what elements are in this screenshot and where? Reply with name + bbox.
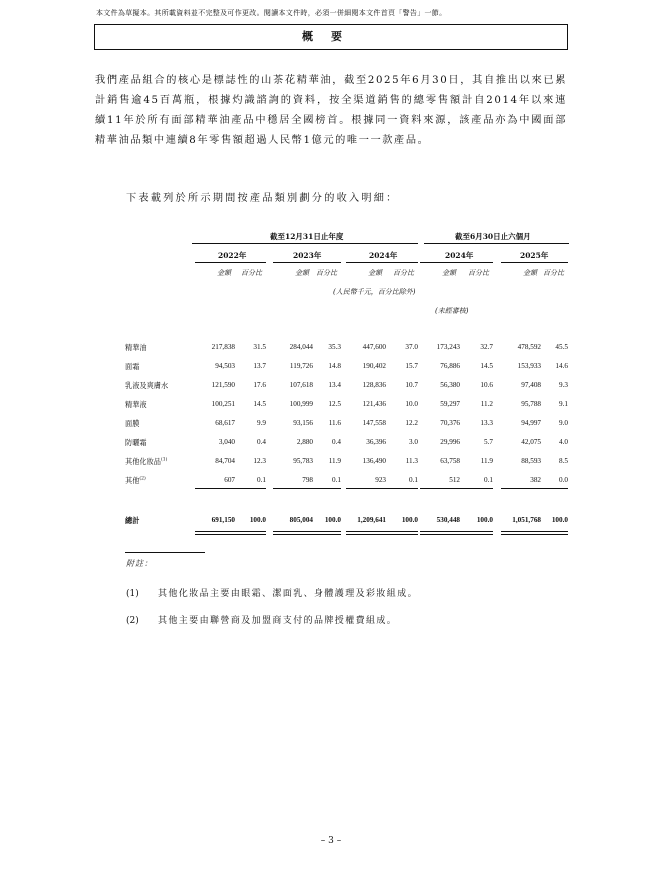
percent-cell: 11.9 [328, 457, 341, 465]
amount-cell: 3,040 [218, 438, 235, 446]
amount-cell: 88,593 [521, 457, 541, 465]
percent-cell: 14.5 [480, 362, 493, 370]
year-underline [273, 262, 341, 263]
amount-cell: 128,836 [362, 381, 386, 389]
percent-cell: 5.7 [484, 438, 493, 446]
amount-cell: 805,004 [289, 516, 313, 524]
row-label [125, 457, 167, 467]
amount-cell: 70,376 [440, 419, 460, 427]
percent-subheader: 百分比 [393, 269, 414, 277]
year-underline [501, 262, 568, 263]
year-underline [420, 262, 493, 263]
percent-cell: 13.4 [328, 381, 341, 389]
total-double-rule [420, 534, 493, 535]
percent-cell: 0.1 [257, 476, 266, 484]
total-double-rule [346, 531, 418, 532]
percent-cell: 11.6 [328, 419, 341, 427]
amount-cell: 190,402 [362, 362, 386, 370]
amount-cell: 2,880 [296, 438, 313, 446]
percent-cell: 14.5 [253, 400, 266, 408]
percent-cell: 12.3 [253, 457, 266, 465]
percent-cell: 37.0 [405, 343, 418, 351]
notes-divider [125, 552, 205, 553]
percent-cell: 0.4 [257, 438, 266, 446]
row-label [125, 381, 168, 391]
percent-cell: 100.0 [401, 516, 418, 524]
percent-cell: 15.7 [405, 362, 418, 370]
percent-subheader: 百分比 [543, 269, 564, 277]
amount-cell: 121,436 [362, 400, 386, 408]
percent-cell: 0.1 [409, 476, 418, 484]
percent-cell: 32.7 [480, 343, 493, 351]
row-label-text: 精華液 [125, 400, 147, 409]
percent-cell: 100.0 [476, 516, 493, 524]
amount-cell: 121,590 [211, 381, 235, 389]
total-double-rule [273, 534, 341, 535]
amount-cell: 382 [530, 476, 541, 484]
percent-cell: 0.4 [332, 438, 341, 446]
amount-cell: 217,838 [211, 343, 235, 351]
amount-cell: 284,044 [289, 343, 313, 351]
amount-cell: 29,996 [440, 438, 460, 446]
year-header: 2022年 [218, 251, 247, 260]
year-header: 2024年 [445, 251, 474, 260]
row-label [125, 476, 146, 486]
note-2-number: (2) [126, 616, 139, 626]
percent-subheader: 百分比 [468, 269, 489, 277]
amount-cell: 59,297 [440, 400, 460, 408]
row-label-text: 其他化妝品 [125, 457, 161, 466]
amount-cell: 512 [449, 476, 460, 484]
percent-cell: 4.0 [559, 438, 568, 446]
subtotal-rule [273, 488, 341, 489]
note-1-number: (1) [126, 589, 139, 599]
subtotal-rule [195, 488, 266, 489]
amount-cell: 1,051,768 [512, 516, 541, 524]
percent-cell: 0.0 [559, 476, 568, 484]
amount-cell: 63,758 [440, 457, 460, 465]
footnote-marker: (2) [139, 476, 146, 482]
percent-cell: 10.7 [405, 381, 418, 389]
amount-cell: 136,490 [362, 457, 386, 465]
total-double-rule [501, 534, 568, 535]
amount-cell: 94,503 [215, 362, 235, 370]
amount-cell: 119,726 [289, 362, 313, 370]
percent-cell: 13.7 [253, 362, 266, 370]
percent-cell: 0.1 [332, 476, 341, 484]
percent-cell: 10.6 [480, 381, 493, 389]
unaudited-note: (未經審核) [435, 307, 469, 315]
amount-cell: 147,558 [362, 419, 386, 427]
percent-cell: 13.3 [480, 419, 493, 427]
page-number: – 3 – [320, 836, 342, 846]
subtotal-rule [501, 488, 568, 489]
percent-cell: 9.3 [559, 381, 568, 389]
amount-cell: 76,886 [440, 362, 460, 370]
percent-cell: 100.0 [324, 516, 341, 524]
notes-title: 附註： [126, 559, 153, 568]
amount-cell: 56,380 [440, 381, 460, 389]
amount-subheader: 金額 [523, 269, 537, 277]
amount-subheader: 金額 [217, 269, 231, 277]
row-label [125, 438, 147, 448]
row-label [125, 400, 147, 410]
total-double-rule [501, 531, 568, 532]
row-label-text: 其他 [125, 476, 140, 485]
total-label [125, 516, 139, 526]
amount-cell: 923 [375, 476, 386, 484]
percent-cell: 35.3 [328, 343, 341, 351]
row-label [125, 362, 139, 372]
percent-cell: 11.2 [480, 400, 493, 408]
amount-cell: 36,396 [366, 438, 386, 446]
amount-cell: 93,156 [293, 419, 313, 427]
subtotal-rule [420, 488, 493, 489]
amount-cell: 100,251 [211, 400, 235, 408]
amount-cell: 798 [302, 476, 313, 484]
row-label-text: 面霜 [125, 362, 140, 371]
percent-cell: 9.0 [559, 419, 568, 427]
row-label-text: 精華油 [125, 343, 147, 352]
footnote-marker: (1) [160, 457, 168, 463]
percent-cell: 10.0 [405, 400, 418, 408]
percent-subheader: 百分比 [316, 269, 337, 277]
amount-cell: 691,150 [211, 516, 235, 524]
amount-cell: 478,592 [517, 343, 541, 351]
amount-cell: 1,209,641 [357, 516, 386, 524]
percent-cell: 100.0 [249, 516, 266, 524]
note-1 [126, 586, 418, 599]
percent-cell: 0.1 [484, 476, 493, 484]
amount-cell: 84,704 [215, 457, 235, 465]
amount-cell: 100,999 [289, 400, 313, 408]
total-double-rule [346, 534, 418, 535]
percent-cell: 14.6 [555, 362, 568, 370]
year-underline [346, 262, 418, 263]
amount-subheader: 金額 [442, 269, 456, 277]
percent-cell: 14.8 [328, 362, 341, 370]
amount-cell: 173,243 [436, 343, 460, 351]
draft-disclaimer: 本文件為草擬本。其所載資料並不完整及可作更改。閱讀本文件時，必須一併細閱本文件首頁「警告」一節。 [96, 9, 447, 17]
row-label-text: 防曬霜 [125, 438, 147, 447]
note-2-text: 其他主要由聯營商及加盟商支付的品牌授權費組成。 [158, 616, 398, 626]
total-double-rule [195, 531, 266, 532]
amount-cell: 68,617 [215, 419, 235, 427]
percent-subheader: 百分比 [241, 269, 262, 277]
amount-subheader: 金額 [295, 269, 309, 277]
table-intro: 下表載列於所示期間按產品類別劃分的收入明細： [126, 193, 399, 204]
percent-cell: 100.0 [551, 516, 568, 524]
amount-cell: 97,408 [521, 381, 541, 389]
total-double-rule [273, 531, 341, 532]
amount-cell: 607 [224, 476, 235, 484]
percent-cell: 17.6 [253, 381, 266, 389]
annual-group-header: 截至12月31日止年度 [270, 232, 344, 241]
year-header: 2024年 [369, 251, 398, 260]
total-double-rule [195, 534, 266, 535]
percent-cell: 11.3 [405, 457, 418, 465]
unit-note: (人民幣千元，百分比除外) [333, 288, 416, 296]
amount-cell: 95,788 [521, 400, 541, 408]
amount-cell: 530,448 [436, 516, 460, 524]
amount-cell: 447,600 [362, 343, 386, 351]
row-label [125, 419, 139, 429]
year-header: 2025年 [520, 251, 549, 260]
amount-cell: 42,075 [521, 438, 541, 446]
percent-cell: 31.5 [253, 343, 266, 351]
year-header: 2023年 [293, 251, 322, 260]
half-year-group-header: 截至6月30日止六個月 [455, 232, 531, 241]
row-label-text: 乳液及爽膚水 [125, 381, 169, 390]
amount-cell: 153,933 [517, 362, 541, 370]
row-label-text: 總計 [125, 516, 140, 525]
amount-cell: 95,783 [293, 457, 313, 465]
row-label [125, 343, 147, 353]
percent-cell: 9.9 [257, 419, 266, 427]
percent-cell: 12.5 [328, 400, 341, 408]
section-title: 概要 [94, 24, 568, 50]
percent-cell: 11.9 [480, 457, 493, 465]
note-1-text: 其他化妝品主要由眼霜、潔面乳、身體護理及彩妝組成。 [158, 589, 419, 599]
percent-cell: 45.5 [555, 343, 568, 351]
amount-cell: 107,618 [289, 381, 313, 389]
row-label-text: 面膜 [125, 419, 140, 428]
intro-paragraph: 我們產品組合的核心是標誌性的山茶花精華油，截至2025年6月30日，其自推出以來已累計銷售逾45百萬瓶，根據灼識諮詢的資料，按全渠道銷售的總零售額計自2014年以來連續11年於所有面部精華油產品中穩居全國榜首。根據同一資料來源，該產品亦為中國面部精華油品類中連續8年零售額超過人民幣1億元的唯一一款產品。 [95, 75, 567, 146]
subtotal-rule [346, 488, 418, 489]
percent-cell: 12.2 [405, 419, 418, 427]
percent-cell: 9.1 [559, 400, 568, 408]
total-double-rule [420, 531, 493, 532]
percent-cell: 3.0 [409, 438, 418, 446]
percent-cell: 8.5 [559, 457, 568, 465]
year-underline [195, 262, 266, 263]
note-2 [126, 613, 397, 626]
amount-subheader: 金額 [368, 269, 382, 277]
amount-cell: 94,997 [521, 419, 541, 427]
